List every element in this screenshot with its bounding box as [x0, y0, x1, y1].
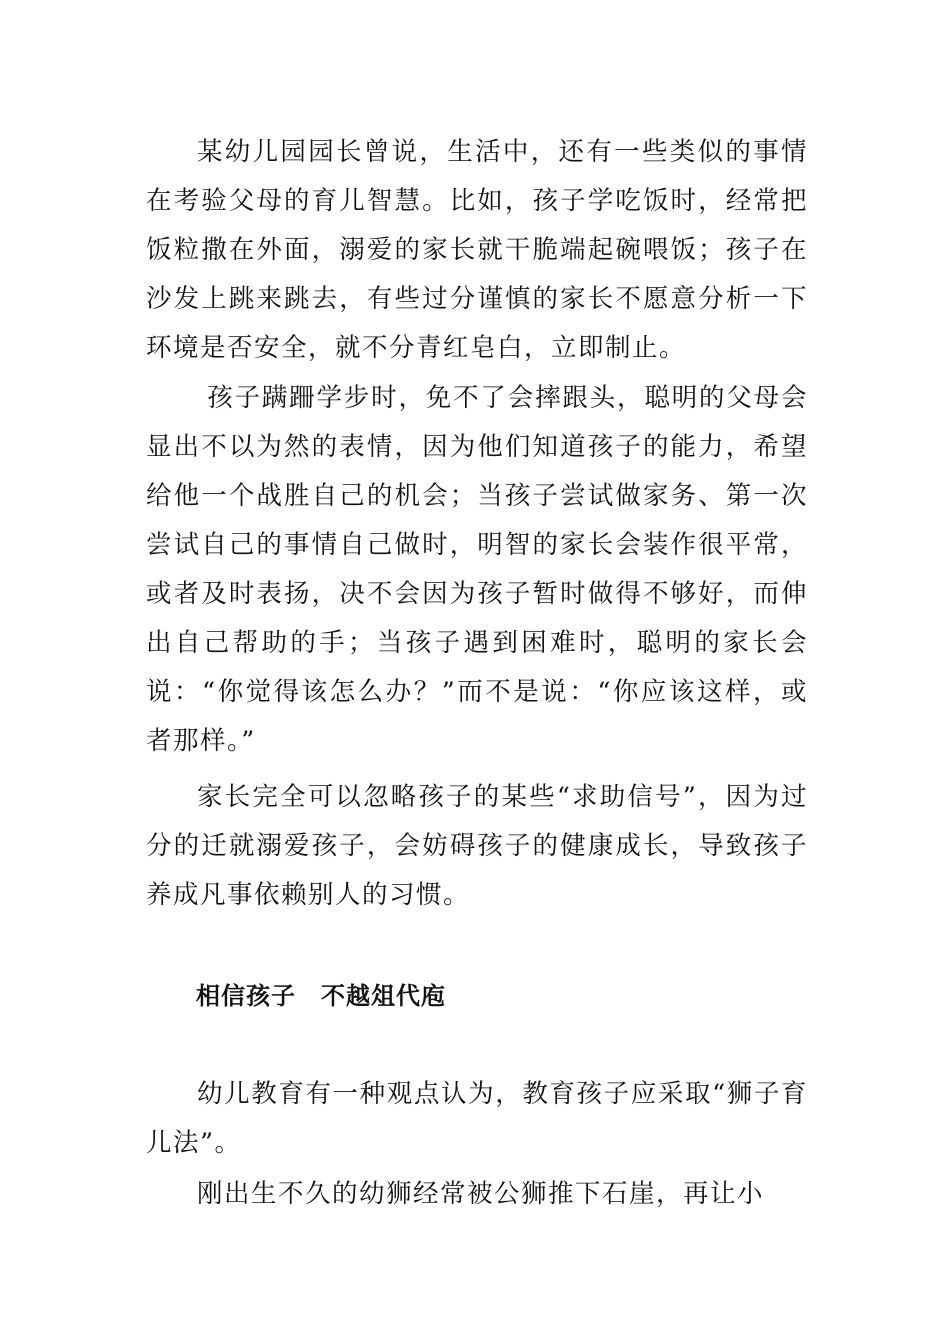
paragraph-lion-method: 幼儿教育有一种观点认为，教育孩子应采取“狮子育儿法”。 — [146, 1079, 808, 1158]
paragraph-help-signals: 家长完全可以忽略孩子的某些“求助信号”，因为过分的迁就溺爱孩子，会妨碍孩子的健康成长，导致孩子养成凡事依赖别人的习惯。 — [146, 782, 808, 910]
section-heading: 相信孩子 不越俎代庖 — [196, 982, 446, 1010]
paragraph-kindergarten-principal: 某幼儿园园长曾说，生活中，还有一些类似的事情在考验父母的育儿智慧。比如，孩子学吃饭时，经常把饭粒撒在外面，溺爱的家长就干脆端起碗喂饭；孩子在沙发上跳来跳去，有些过分谨慎的家长不愿意分析一下环境是否安全，就不分青红皂白，立即制止。 — [146, 137, 808, 363]
paragraph-young-lion: 刚出生不久的幼狮经常被公狮推下石崖，再让小 — [197, 1179, 765, 1209]
paragraph-learning-to-walk: 孩子蹒跚学步时，免不了会摔跟头，聪明的父母会显出不以为然的表情，因为他们知道孩子的能力，希望给他一个战胜自己的机会；当孩子尝试做家务、第一次尝试自己的事情自己做时，明智的家长会装作很平常，或者及时表扬，决不会因为孩子暂时做得不够好，而伸出自己帮助的手；当孩子遇到困难时，聪明的家长会说：“你觉得该怎么办？”而不是说：“你应该这样，或者那样。” — [146, 383, 808, 756]
